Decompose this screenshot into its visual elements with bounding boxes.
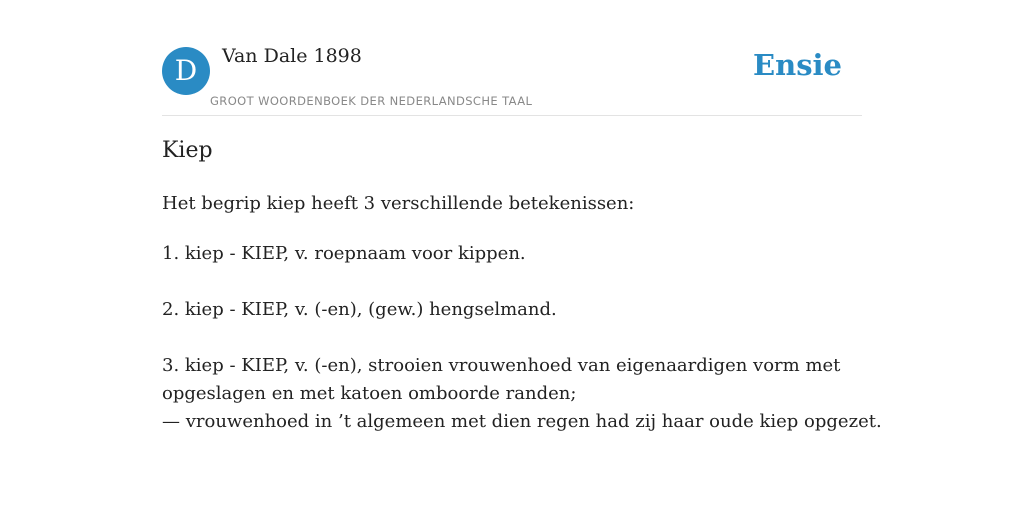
definition-item xyxy=(162,240,862,268)
entry-intro: Het begrip kiep heeft 3 verschillende betekenissen: xyxy=(162,193,635,214)
definition-line: 2. kiep - KIEP, v. (-en), (gew.) hengselmand. xyxy=(162,299,557,320)
dictionary-title[interactable]: Van Dale 1898 xyxy=(222,45,362,67)
page xyxy=(162,0,882,512)
header xyxy=(162,0,862,116)
definition-line: opgeslagen en met katoen omboorde randen; xyxy=(162,383,577,404)
ensie-brand-link[interactable]: Ensie xyxy=(753,48,842,82)
dictionary-logo[interactable]: D xyxy=(162,47,210,95)
definition-line: — vrouwenhoed in ’t algemeen met dien regen had zij haar oude kiep opgezet. xyxy=(162,411,882,432)
definition-item xyxy=(162,352,882,436)
definition-item xyxy=(162,296,862,324)
definition-list xyxy=(162,240,882,464)
definition-line: 3. kiep - KIEP, v. (-en), strooien vrouwenhoed van eigenaardigen vorm met xyxy=(162,355,841,376)
entry-title: Kiep xyxy=(162,138,213,163)
definition-line: 1. kiep - KIEP, v. roepnaam voor kippen. xyxy=(162,243,526,264)
dictionary-subtitle: GROOT WOORDENBOEK DER NEDERLANDSCHE TAAL xyxy=(210,94,533,108)
